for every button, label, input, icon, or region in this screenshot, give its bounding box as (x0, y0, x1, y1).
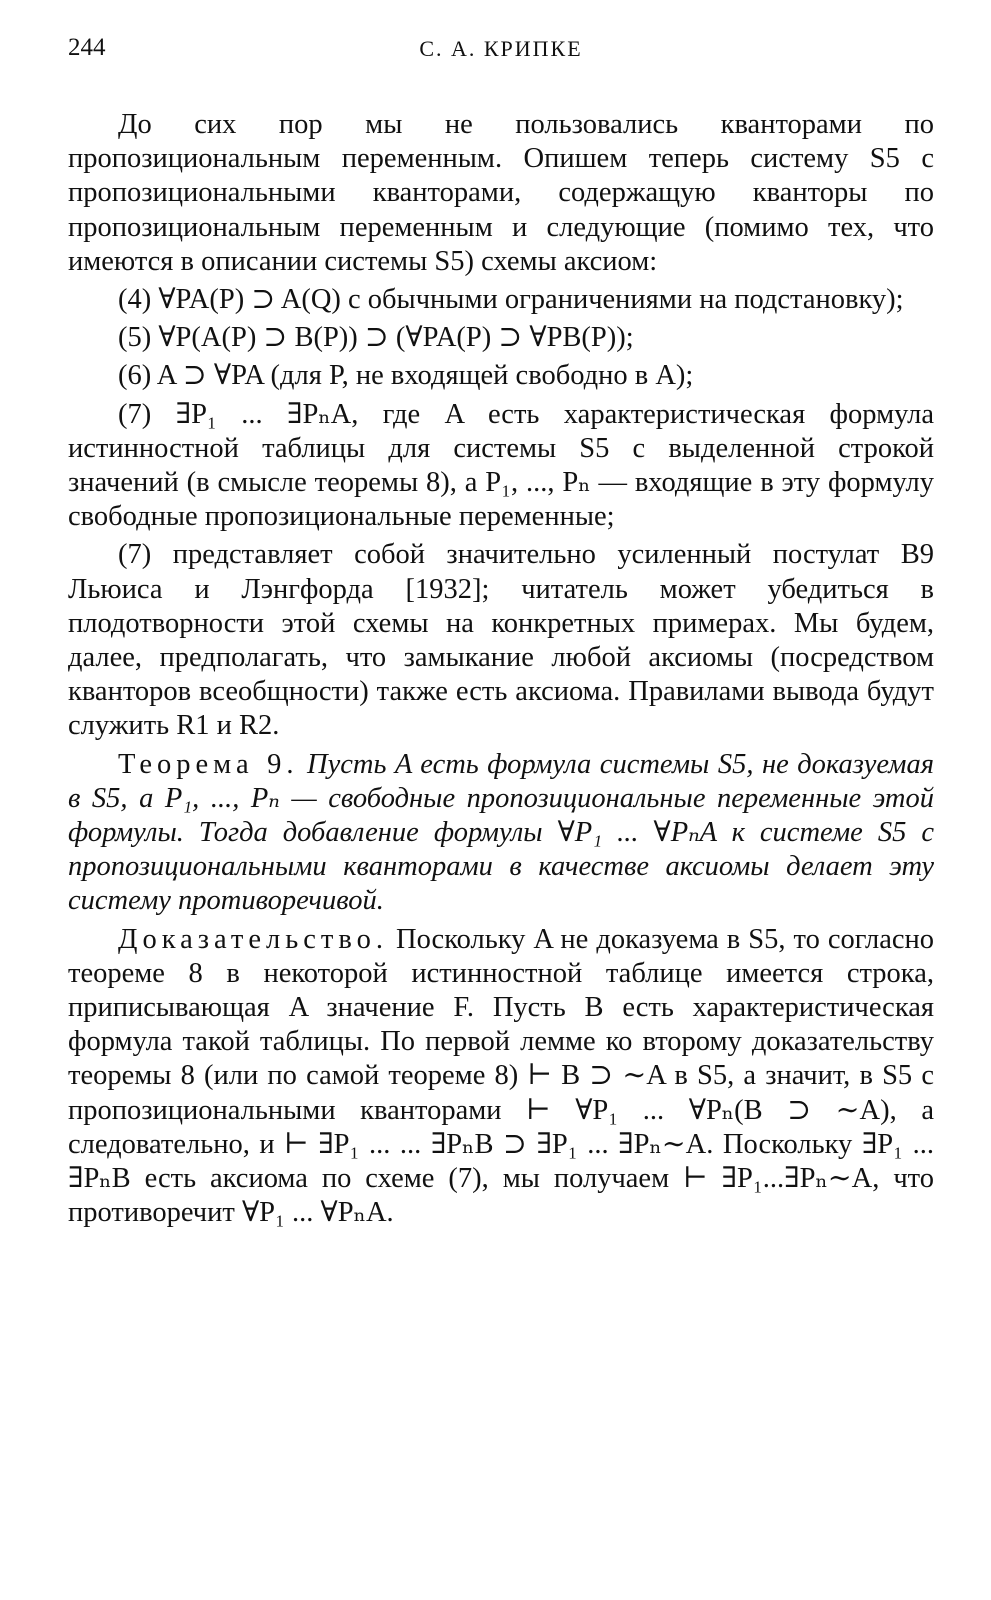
theorem-9 (68, 748, 934, 919)
theorem-text: Пусть A есть формула системы S5, не доказуемая в S5, а P₁, ..., Pₙ — свободные пропозициональные переменные этой формулы. Тогда добавление формулы ∀P₁ ... ∀PₙA к системе S5 с пропозициональными кванторами в качестве аксиомы делает эту систему противоречивой. (68, 748, 934, 917)
axiom-4: (4) ∀PA(P) ⊃ A(Q) с обычными ограничениями на подстановку); (118, 284, 904, 316)
running-header (68, 30, 934, 70)
paragraph-intro: До сих пор мы не пользовались кванторами по пропозициональным переменным. Опишем теперь систему S5 с пропозициональными кванторами, содержащую кванторы по пропозициональным переменным и следующие (помимо тех, что имеются в описании системы S5) схемы аксиом: (68, 109, 934, 277)
axiom-7: (7) ∃P₁ ... ∃PₙA, где A есть характеристическая формула истинностной таблицы для системы S5 с выделенной строкой значений (в смысле теоремы 8), а P₁, ..., Pₙ — входящие в эту формулу свободные пропозициональные переменные; (68, 398, 934, 533)
page-number: 244 (68, 34, 106, 61)
proof (68, 923, 934, 1231)
running-title: С. А. КРИПКЕ (419, 36, 583, 61)
axiom-6: (6) A ⊃ ∀PA (для P, не входящей свободно в A); (118, 360, 694, 392)
axiom-5: (5) ∀P(A(P) ⊃ B(P)) ⊃ (∀PA(P) ⊃ ∀PB(P)); (118, 322, 634, 354)
book-page (68, 30, 934, 1231)
paragraph-remark: (7) представляет собой значительно усиленный постулат B9 Льюиса и Лэнгфорда [1932]; читатель может убедиться в плодотворности этой схемы на конкретных примерах. Мы будем, далее, предполагать, что замыкание любой аксиомы (посредством кванторов всеобщности) также есть аксиома. Правилами вывода будут служить R1 и R2. (68, 539, 934, 742)
theorem-label: Теорема 9. (118, 748, 299, 780)
page-body (68, 108, 934, 1231)
proof-text: Поскольку A не доказуема в S5, то согласно теореме 8 в некоторой истинностной таблице имеется строка, приписывающая A значение F. Пусть B есть характеристическая формула такой таблицы. По первой лемме ко второму доказательству теоремы 8 (или по самой теореме 8) ⊢ B ⊃ ∼A в S5, а значит, в S5 с пропозициональными кванторами ⊢ ∀P₁ ... ∀Pₙ(B ⊃ ∼A), а следовательно, и ⊢ ∃P₁ ... ... ∃PₙB ⊃ ∃P₁ ... ∃Pₙ∼A. Поскольку ∃P₁ ... ∃PₙB есть аксиома по схеме (7), мы получаем ⊢ ∃P₁...∃Pₙ∼A, что противоречит ∀P₁ ... ∀PₙA. (68, 923, 934, 1229)
proof-label: Доказательство. (118, 923, 388, 955)
